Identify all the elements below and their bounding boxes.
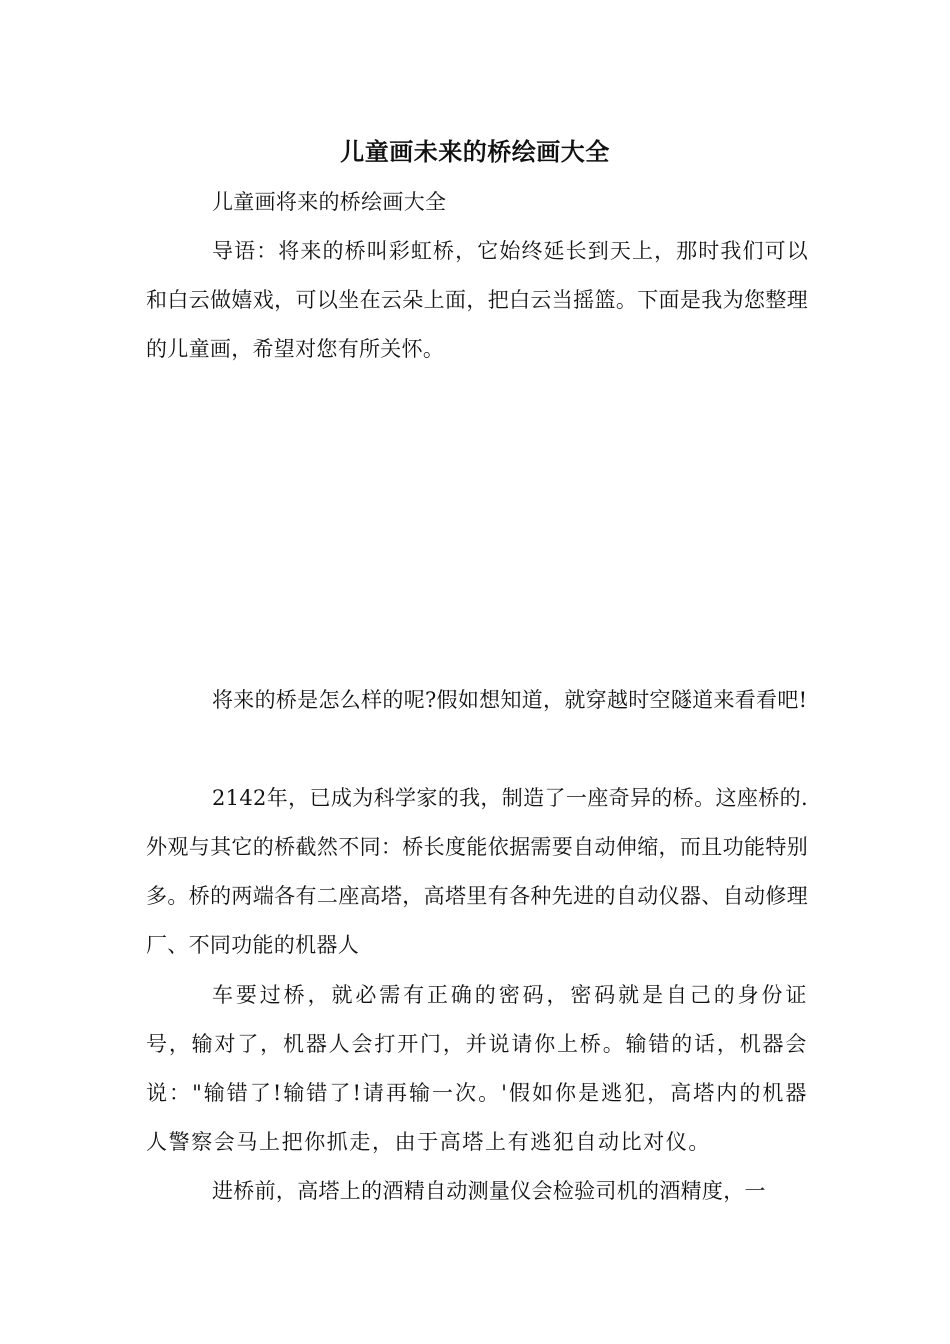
paragraph-2142: 2142年，已成为科学家的我，制造了一座奇异的桥。这座桥的.外观与其它的桥截然不同：桥长度能依据需要自动伸缩，而且功能特别多。桥的两端各有二座高塔，高塔里有各种先进的自动仪器、自动修理厂、不同功能的机器人 bbox=[146, 786, 808, 957]
paragraph-intro: 导语：将来的桥叫彩虹桥，它始终延长到天上，那时我们可以和白云做嬉戏，可以坐在云朵上面，把白云当摇篮。下面是我为您整理的儿童画，希望对您有所关怀。 bbox=[146, 239, 808, 361]
document-title: 儿童画未来的桥绘画大全 bbox=[340, 138, 610, 166]
paragraph-question: 将来的桥是怎么样的呢?假如想知道，就穿越时空隧道来看看吧! bbox=[212, 688, 808, 712]
paragraph-subtitle: 儿童画将来的桥绘画大全 bbox=[212, 190, 447, 214]
paragraph-password: 车要过桥，就必需有正确的密码，密码就是自己的身份证号，输对了，机器人会打开门，并说请你上桥。输错的话，机器会说："输错了!输错了!请再输一次。'假如你是逃犯，高塔内的机器人警察会马上把你抓走，由于高塔上有逃犯自动比对仪。 bbox=[146, 983, 808, 1154]
paragraph-alcohol: 进桥前，高塔上的酒精自动测量仪会检验司机的酒精度，一 bbox=[212, 1179, 766, 1203]
